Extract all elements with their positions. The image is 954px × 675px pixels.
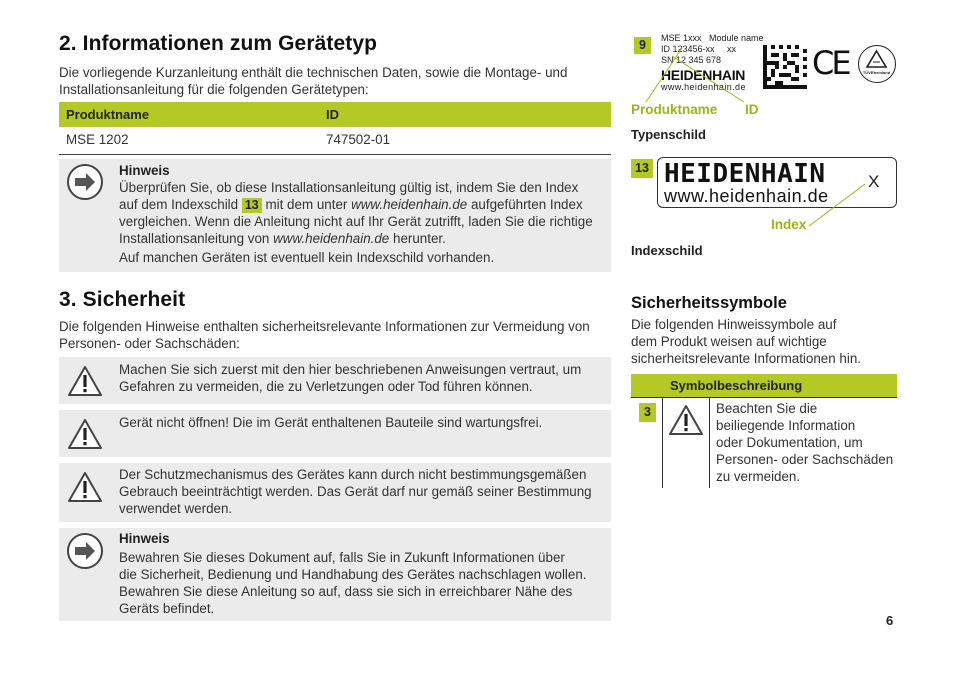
cell-productname: MSE 1202 <box>66 132 129 147</box>
warning-text: verwendet werden. <box>119 501 233 516</box>
symbol-row-badge: 3 <box>639 403 656 422</box>
indexplate-callout-line <box>805 180 875 230</box>
intro-line: dem Produkt weisen auf wichtige <box>631 334 827 349</box>
ce-mark-text: CE <box>812 44 849 82</box>
note-text: Bewahren Sie dieses Dokument auf, falls Sie in Zukunft Informationen über <box>119 550 565 565</box>
heidenhain-link[interactable]: www.heidenhain.de <box>273 231 390 246</box>
callout-index: Index <box>771 217 807 232</box>
typeplate-line: SN 12 345 678 <box>661 55 722 65</box>
note-text: herunter. <box>393 231 446 246</box>
intro-line: Personen- oder Sachschäden: <box>59 336 240 351</box>
datamatrix-code-icon <box>763 45 807 89</box>
callout-id: ID <box>745 102 759 117</box>
intro-line: Die folgenden Hinweise enthalten sicherheitsrelevante Informationen zur Vermeidung von <box>59 319 590 334</box>
intro-line: Installationsanleitung für die folgenden Gerätetypen: <box>59 82 369 97</box>
symbol-table-divider <box>709 398 710 488</box>
indexplate-brand: HEIDENHAIN <box>664 159 826 189</box>
col-header-productname: Produktname <box>66 107 150 122</box>
device-table-row <box>59 127 611 155</box>
symbol-description-text: Personen- oder Sachschäden <box>716 452 894 467</box>
tuv-text: TÜVRheinland <box>862 70 891 75</box>
indexplate-caption: Indexschild <box>631 243 703 258</box>
warning-text: Der Schutzmechanismus des Gerätes kann durch nicht bestimmungsgemäßen <box>119 467 587 482</box>
note-text: aufgeführten Index <box>470 197 583 212</box>
heidenhain-link[interactable]: www.heidenhain.de <box>351 197 468 212</box>
warning-box-2 <box>59 410 611 457</box>
tuv-mark-icon <box>858 45 896 83</box>
warning-box-3 <box>59 463 611 522</box>
note-line <box>119 196 609 213</box>
index-plate-ref-badge: 13 <box>242 198 262 213</box>
intro-line: Die folgenden Hinweissymbole auf <box>631 317 837 332</box>
note-box-validity <box>59 159 611 272</box>
symbol-table-header <box>631 374 897 398</box>
warning-triangle-icon <box>66 417 104 451</box>
note-text: mit dem unter <box>265 197 348 212</box>
symbol-table-divider <box>662 398 663 488</box>
note-text: vergleichen. Wenn die Anleitung nicht auf Ihr Gerät zutrifft, laden Sie die richtige <box>119 214 593 229</box>
safety-intro <box>631 316 901 367</box>
indexplate-badge: 13 <box>631 159 653 178</box>
warning-triangle-icon <box>66 364 104 398</box>
section-3-intro <box>59 318 611 352</box>
ce-mark-icon <box>812 46 849 80</box>
warning-text: Gebrauch beeinträchtigt werden. Das Gerät darf nur gemäß seiner Bestimmung <box>119 484 592 499</box>
note-box-keep-document <box>59 528 611 621</box>
warning-triangle-icon <box>667 403 705 437</box>
indexplate-url: www.heidenhain.de <box>664 186 829 206</box>
device-table-header <box>59 102 611 127</box>
symbol-description-text: Beachten Sie die <box>716 401 818 416</box>
symbol-table-row <box>631 398 897 488</box>
note-text: Auf manchen Geräten ist eventuell kein Indexschild vorhanden. <box>119 250 495 265</box>
page-number: 6 <box>886 613 894 628</box>
note-line <box>119 230 609 247</box>
cell-id: 747502-01 <box>326 132 391 147</box>
typeplate-caption: Typenschild <box>631 127 706 142</box>
typeplate-line: ID 123456-xx xx <box>661 44 737 54</box>
section-3-title: 3. Sicherheit <box>59 288 186 311</box>
warning-text: Gefahren zu vermeiden, die zu Verletzungen oder Tod führen können. <box>119 379 533 394</box>
typeplate-callout-lines <box>640 38 760 108</box>
warning-text: Machen Sie sich zuerst mit den hier beschriebenen Anweisungen vertraut, um <box>119 362 582 377</box>
arrow-right-icon <box>67 164 103 200</box>
symbol-description-text: oder Dokumentation, um <box>716 435 863 450</box>
note-text: die Sicherheit, Bedienung und Handhabung des Gerätes nachschlagen wollen. <box>119 567 587 582</box>
note-text: Installationsanleitung von <box>119 231 270 246</box>
callout-product-name: Produktname <box>631 102 718 117</box>
note-text: Geräts befindet. <box>119 601 215 616</box>
typeplate-url: www.heidenhain.de <box>661 82 746 92</box>
warning-text: Gerät nicht öffnen! Die im Gerät enthaltenen Bauteile sind wartungsfrei. <box>119 415 543 430</box>
symbol-description-text: zu vermeiden. <box>716 469 801 484</box>
note-title: Hinweis <box>119 531 170 546</box>
col-header-symbol-description: Symbolbeschreibung <box>670 378 803 393</box>
heidenhain-logo: HEIDENHAIN <box>661 67 746 83</box>
safety-symbols-title: Sicherheitssymbole <box>631 294 787 312</box>
note-line <box>119 179 609 196</box>
typeplate-badge: 9 <box>634 37 651 54</box>
arrow-right-icon <box>67 533 103 569</box>
warning-box-1 <box>59 357 611 404</box>
typeplate-line: MSE 1xxx Module name <box>661 33 764 43</box>
col-header-id: ID <box>326 107 339 122</box>
intro-line: Die vorliegende Kurzanleitung enthält die technischen Daten, sowie die Montage- und <box>59 65 568 80</box>
index-value: X <box>868 172 880 191</box>
warning-triangle-icon <box>66 470 104 504</box>
note-text: auf dem Indexschild <box>119 197 239 212</box>
note-title: Hinweis <box>119 163 170 178</box>
intro-line: sicherheitsrelevante Informationen hin. <box>631 351 862 366</box>
note-text: Bewahren Sie diese Anleitung so auf, dass sie sich in erreichbarer Nähe des <box>119 584 573 599</box>
note-text: Überprüfen Sie, ob diese Installationsanleitung gültig ist, indem Sie den Index <box>119 180 579 195</box>
section-2-intro <box>59 64 611 98</box>
section-2-title: 2. Informationen zum Gerätetyp <box>59 32 378 55</box>
symbol-description-text: beiliegende Information <box>716 418 856 433</box>
